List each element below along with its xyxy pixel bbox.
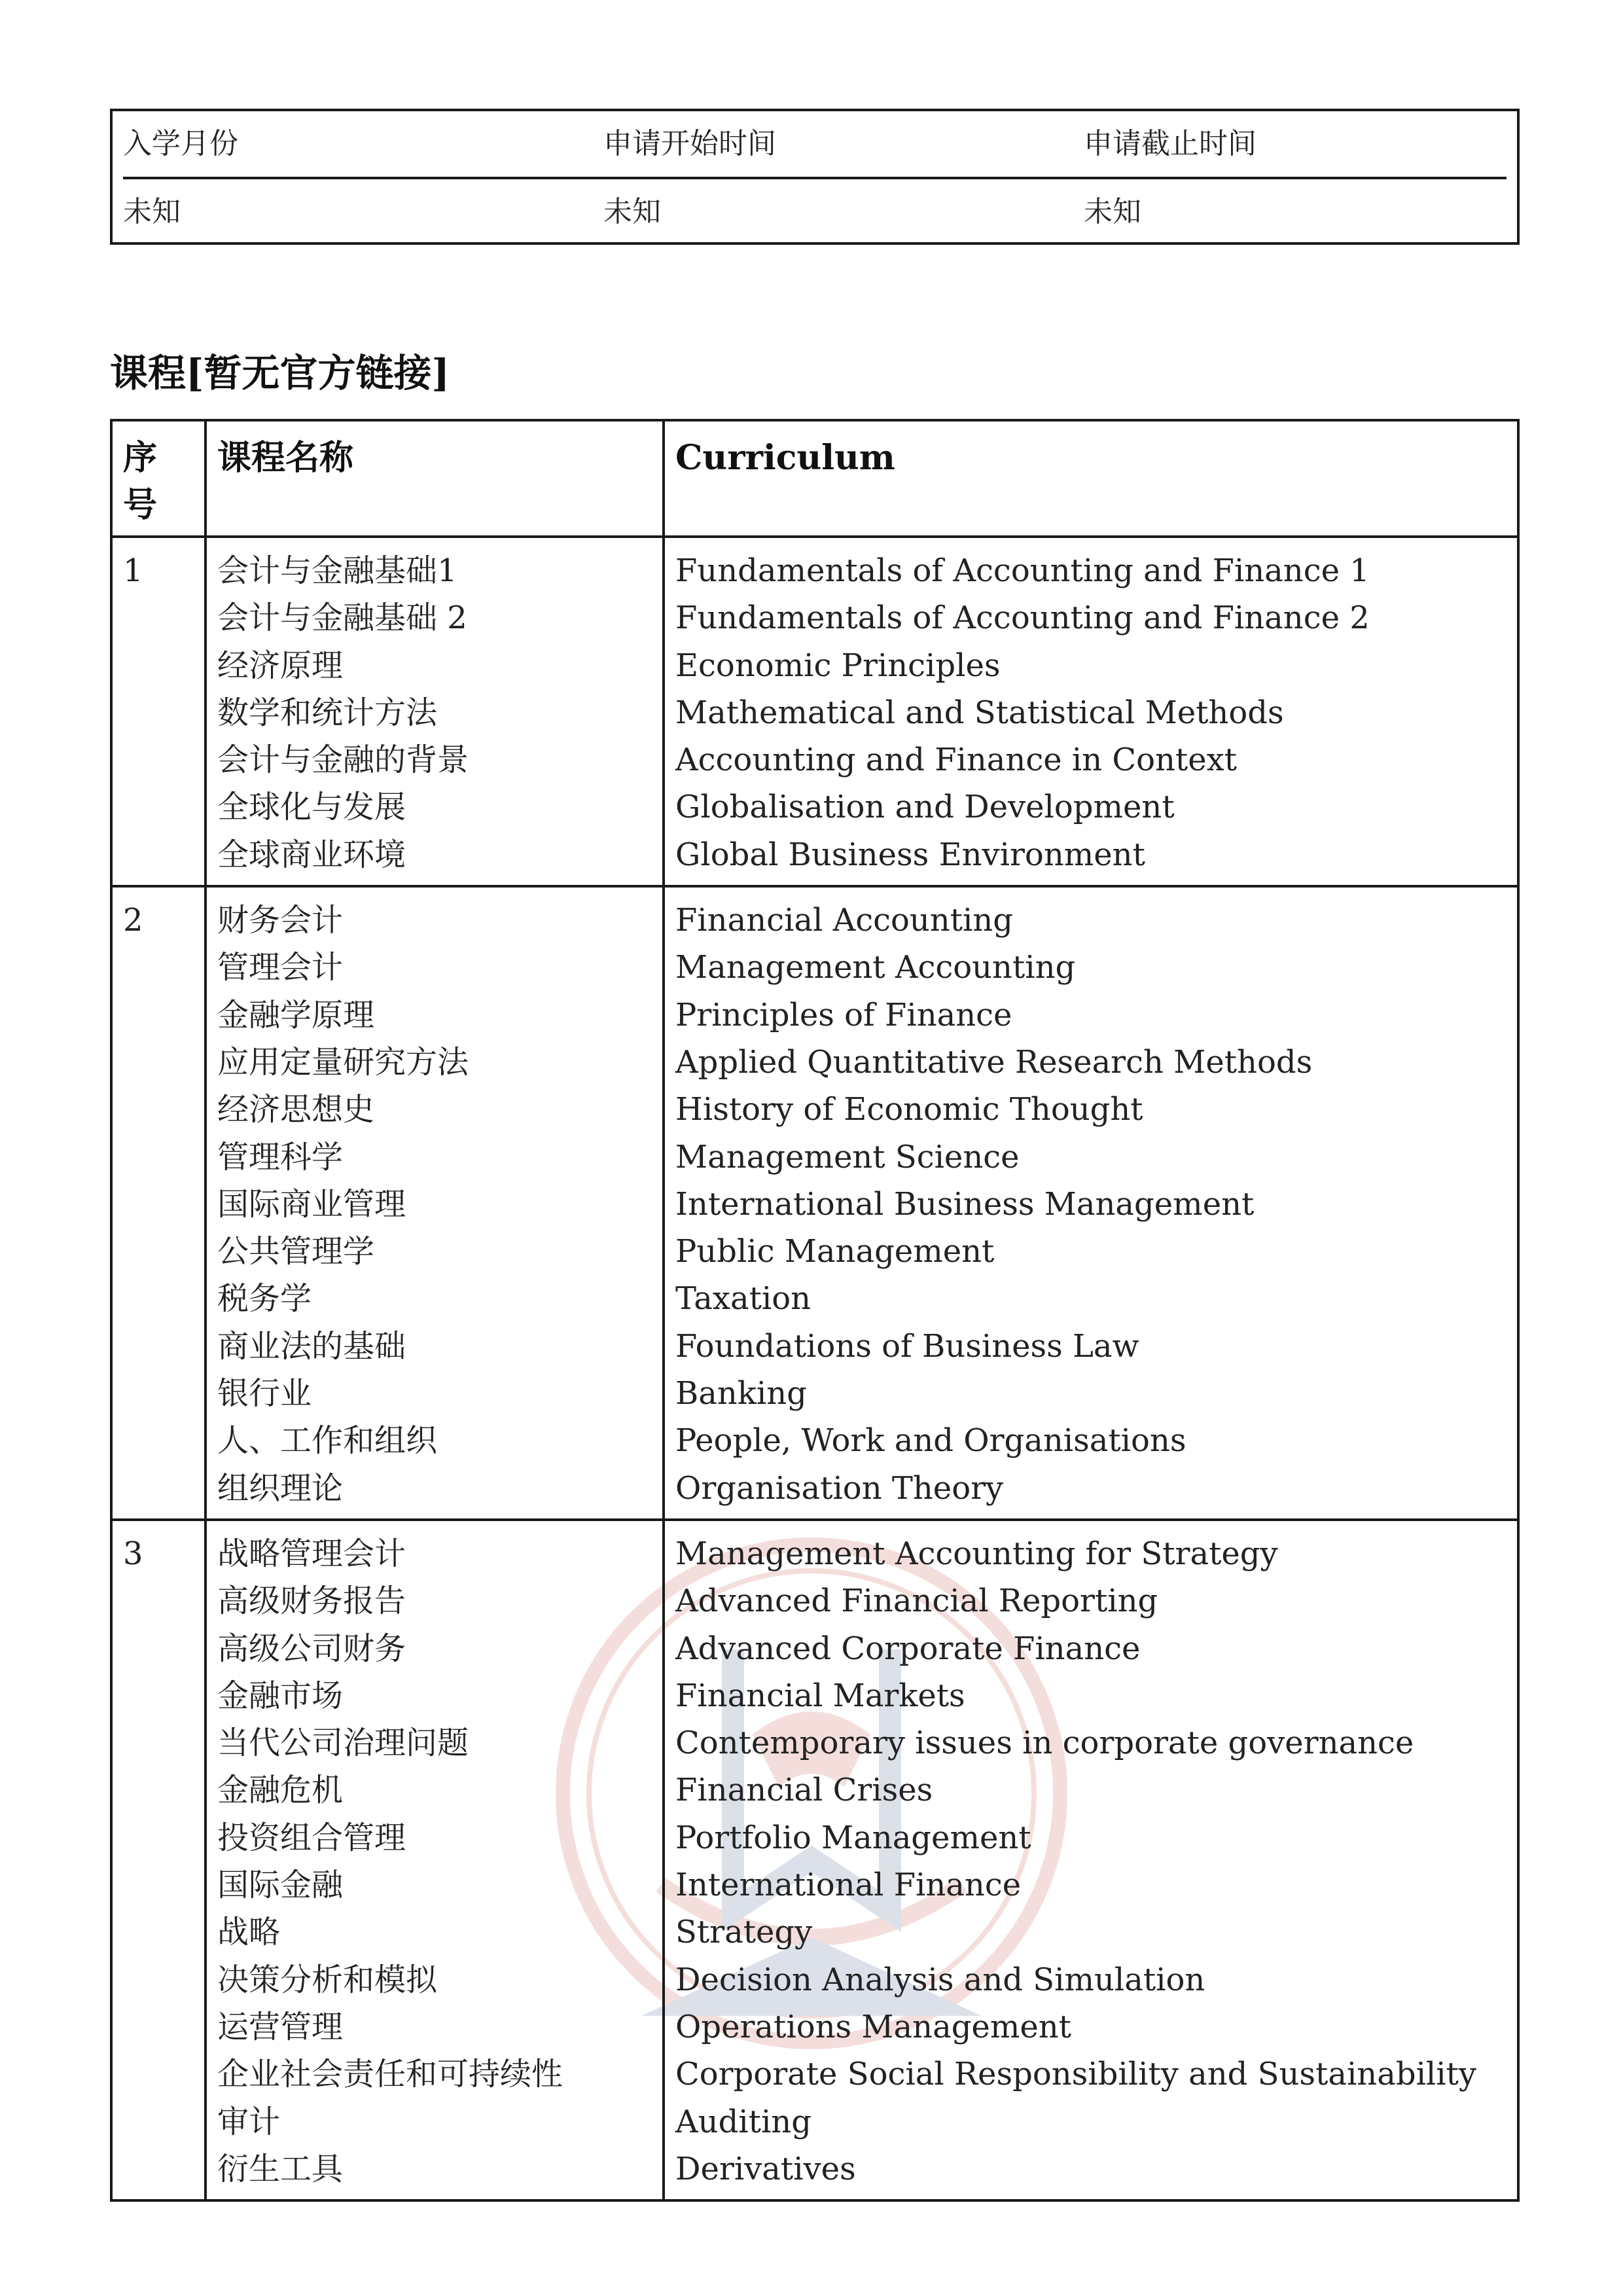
- intake-value-deadline: 未知: [1084, 195, 1141, 228]
- year-number: 2: [111, 886, 205, 1520]
- course-name-en: International Business Management: [675, 1185, 1255, 1223]
- course-name-en: Auditing: [675, 2103, 812, 2140]
- course-name-en: Management Accounting: [675, 949, 1076, 986]
- course-name-cn: 当代公司治理问题: [217, 1725, 469, 1762]
- course-name-en: Contemporary issues in corporate governance: [675, 1725, 1414, 1762]
- course-name-en: Mathematical and Statistical Methods: [675, 694, 1284, 731]
- intake-header-month: 入学月份: [123, 127, 238, 160]
- course-name-en: Taxation: [675, 1280, 812, 1318]
- header-no-line-2: 号: [123, 485, 158, 525]
- course-name-en: Financial Markets: [675, 1677, 965, 1714]
- course-name-en: Fundamentals of Accounting and Finance 2: [675, 600, 1370, 637]
- course-name-en: Global Business Environment: [675, 836, 1145, 873]
- course-name-cn: 审计: [217, 2103, 281, 2140]
- course-name-cn: 组织理论: [217, 1469, 344, 1507]
- course-name-cn: 经济思想史: [217, 1091, 375, 1128]
- course-name-en: Corporate Social Responsibility and Sustainability: [675, 2056, 1477, 2093]
- course-name-en: History of Economic Thought: [675, 1091, 1143, 1128]
- course-name-en: Public Management: [675, 1233, 995, 1270]
- course-name-cn: 国际商业管理: [217, 1185, 406, 1223]
- course-name-en: Globalisation and Development: [675, 789, 1175, 826]
- course-name-en: Fundamentals of Accounting and Finance 1: [675, 552, 1370, 589]
- course-name-en: Accounting and Finance in Context: [675, 742, 1237, 779]
- course-name-en: Portfolio Management: [675, 1819, 1031, 1856]
- course-name-en: Decision Analysis and Simulation: [675, 1961, 1205, 1998]
- course-name-en: Foundations of Business Law: [675, 1327, 1139, 1365]
- course-name-cn: 金融市场: [217, 1677, 344, 1714]
- curriculum-header-row: [111, 420, 1518, 537]
- intake-value-row: [113, 179, 1517, 245]
- course-name-cn: 管理科学: [217, 1138, 344, 1175]
- course-name-cn: 银行业: [217, 1375, 312, 1412]
- course-name-en: Economic Principles: [675, 647, 1001, 684]
- header-no: [111, 420, 205, 537]
- course-name-cn: 应用定量研究方法: [217, 1043, 469, 1081]
- header-no-line-1: 序: [123, 438, 158, 478]
- course-name-cn: 企业社会责任和可持续性: [217, 2056, 563, 2093]
- course-names-en: [664, 886, 1518, 1520]
- course-name-en: Strategy: [675, 1914, 813, 1951]
- course-name-cn: 决策分析和模拟: [217, 1961, 438, 1998]
- course-name-cn: 战略: [217, 1914, 281, 1951]
- course-name-cn: 战略管理会计: [217, 1535, 406, 1572]
- curriculum-table: [110, 419, 1520, 2202]
- course-name-cn: 国际金融: [217, 1867, 344, 1904]
- course-name-cn: 会计与金融基础1: [217, 552, 457, 589]
- intake-table: [110, 109, 1520, 245]
- course-name-en: Advanced Corporate Finance: [675, 1630, 1141, 1667]
- course-name-cn: 税务学: [217, 1280, 312, 1318]
- course-name-en: Applied Quantitative Research Methods: [675, 1043, 1313, 1081]
- curriculum-row: [111, 537, 1518, 886]
- course-name-en: People, Work and Organisations: [675, 1422, 1186, 1460]
- course-name-cn: 经济原理: [217, 647, 344, 684]
- course-name-en: Management Accounting for Strategy: [675, 1535, 1278, 1572]
- curriculum-section-title: 课程[暂无官方链接]: [110, 351, 450, 395]
- course-name-cn: 运营管理: [217, 2008, 344, 2045]
- course-name-en: Financial Crises: [675, 1772, 933, 1809]
- course-names-en: [664, 1520, 1518, 2200]
- course-name-cn: 会计与金融基础 2: [217, 600, 467, 637]
- course-name-en: Advanced Financial Reporting: [675, 1583, 1158, 1620]
- intake-value-month: 未知: [123, 195, 181, 228]
- year-number: 3: [111, 1520, 205, 2200]
- course-name-cn: 会计与金融的背景: [217, 742, 469, 779]
- course-names-en: [664, 537, 1518, 886]
- curriculum-body: [111, 537, 1518, 2200]
- course-name-en: Derivatives: [675, 2150, 856, 2187]
- course-name-cn: 衍生工具: [217, 2150, 344, 2187]
- header-curriculum-en: Curriculum: [664, 420, 1518, 537]
- course-name-cn: 财务会计: [217, 902, 344, 939]
- curriculum-row: [111, 1520, 1518, 2200]
- course-name-cn: 数学和统计方法: [217, 694, 438, 731]
- course-name-en: Operations Management: [675, 2008, 1071, 2045]
- course-name-cn: 金融危机: [217, 1772, 344, 1809]
- course-name-cn: 投资组合管理: [217, 1819, 406, 1856]
- year-number: 1: [111, 537, 205, 886]
- course-name-en: Principles of Finance: [675, 996, 1012, 1033]
- course-name-cn: 高级财务报告: [217, 1583, 406, 1620]
- course-name-cn: 高级公司财务: [217, 1630, 406, 1667]
- course-name-cn: 管理会计: [217, 949, 344, 986]
- intake-header-deadline: 申请截止时间: [1084, 127, 1257, 160]
- intake-value-start: 未知: [603, 195, 661, 228]
- curriculum-row: [111, 886, 1518, 1520]
- course-name-cn: 商业法的基础: [217, 1327, 406, 1365]
- course-name-cn: 金融学原理: [217, 996, 375, 1033]
- intake-header-start: 申请开始时间: [603, 127, 776, 160]
- course-name-en: Banking: [675, 1375, 807, 1412]
- course-names-cn: [205, 1520, 664, 2200]
- course-name-en: Management Science: [675, 1138, 1020, 1175]
- course-name-cn: 人、工作和组织: [217, 1422, 438, 1460]
- intake-header-row: [113, 111, 1517, 177]
- course-names-cn: [205, 886, 664, 1520]
- course-name-cn: 全球商业环境: [217, 836, 406, 873]
- course-name-en: International Finance: [675, 1867, 1022, 1904]
- course-names-cn: [205, 537, 664, 886]
- course-name-en: Financial Accounting: [675, 902, 1013, 939]
- course-name-cn: 全球化与发展: [217, 789, 406, 826]
- course-name-en: Organisation Theory: [675, 1469, 1004, 1507]
- header-course-name-cn: 课程名称: [205, 420, 664, 537]
- course-name-cn: 公共管理学: [217, 1233, 375, 1270]
